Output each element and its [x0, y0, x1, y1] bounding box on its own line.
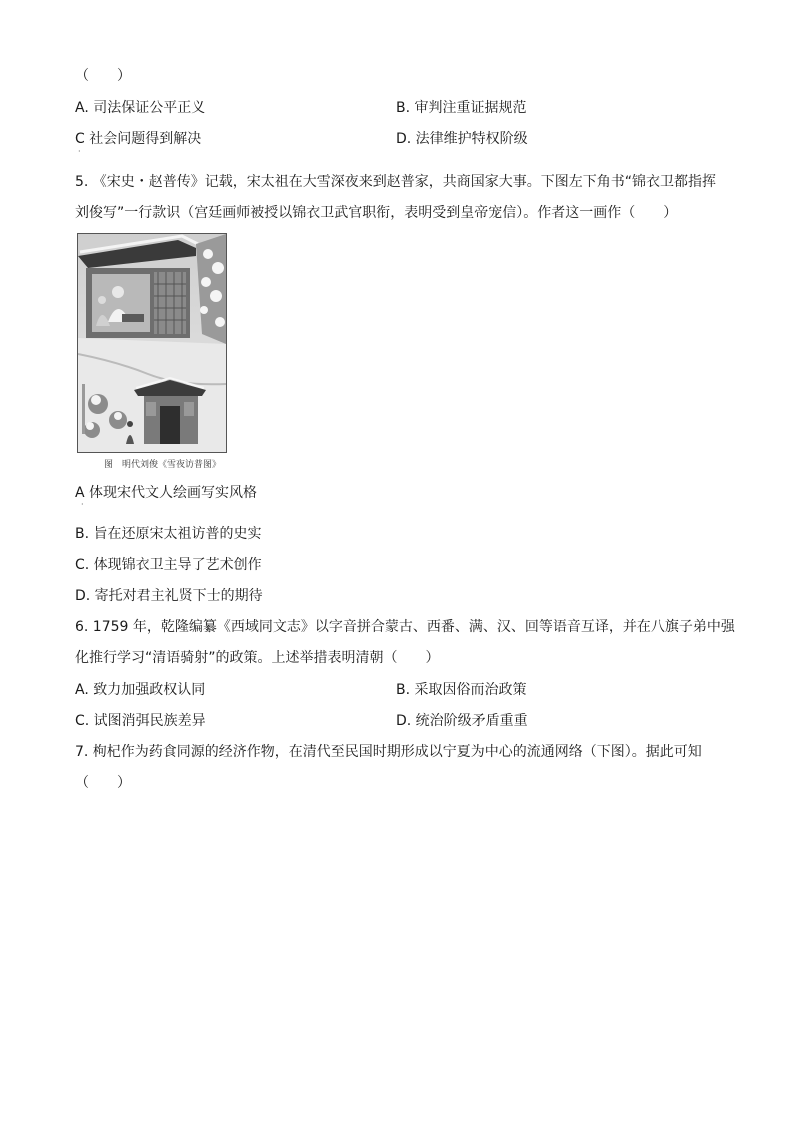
q4-answer-bracket: （ ）	[75, 68, 131, 84]
q6-option-d: D. 统治阶级矛盾重重	[396, 713, 528, 729]
q5-option-b: B. 旨在还原宋太祖访普的史实	[75, 526, 262, 542]
q6-option-a: A. 致力加强政权认同	[75, 682, 206, 698]
q6-option-c: C. 试图消弭民族差异	[75, 713, 206, 729]
scan-dot: ·	[81, 500, 84, 509]
q5-stem-line1: 5. 《宋史・赵普传》记载，宋太祖在大雪深夜来到赵普家，共商国家大事。下图左下角书“锦衣卫都指挥	[75, 174, 717, 190]
q6-stem-line2: 化推行学习“清语骑射”的政策。上述举措表明清朝（ ）	[75, 650, 440, 666]
q4-option-c: C 社会问题得到解决	[75, 131, 202, 147]
q4-option-d: D. 法律维护特权阶级	[396, 131, 528, 147]
q7-stem-line2: （ ）	[75, 775, 131, 791]
q6-stem-line1: 6. 1759 年，乾隆编纂《西域同文志》以字音拼合蒙古、西番、满、汉、回等语音互译，并在八旗子弟中强	[75, 619, 735, 635]
q7-stem-line1: 7. 枸杞作为药食同源的经济作物，在清代至民国时期形成以宁夏为中心的流通网络（下图）。据此可知	[75, 744, 702, 760]
snow-night-visit-painting	[78, 234, 226, 452]
q5-stem-line2: 刘俊写”一行款识（宫廷画师被授以锦衣卫武官职衔，表明受到皇帝宠信）。作者这一画作（ ）	[75, 205, 678, 221]
q5-painting-image	[77, 233, 227, 453]
q5-option-a: A 体现宋代文人绘画写实风格	[75, 485, 258, 501]
q5-option-d: D. 寄托对君主礼贤下士的期待	[75, 588, 263, 604]
scan-dot: ·	[78, 147, 81, 156]
q5-figure-caption: 图 明代刘俊《雪夜访普图》	[104, 460, 222, 470]
q6-option-b: B. 采取因俗而治政策	[396, 682, 527, 698]
q4-option-b: B. 审判注重证据规范	[396, 100, 527, 116]
q5-option-c: C. 体现锦衣卫主导了艺术创作	[75, 557, 262, 573]
q4-option-a: A. 司法保证公平正义	[75, 100, 206, 116]
